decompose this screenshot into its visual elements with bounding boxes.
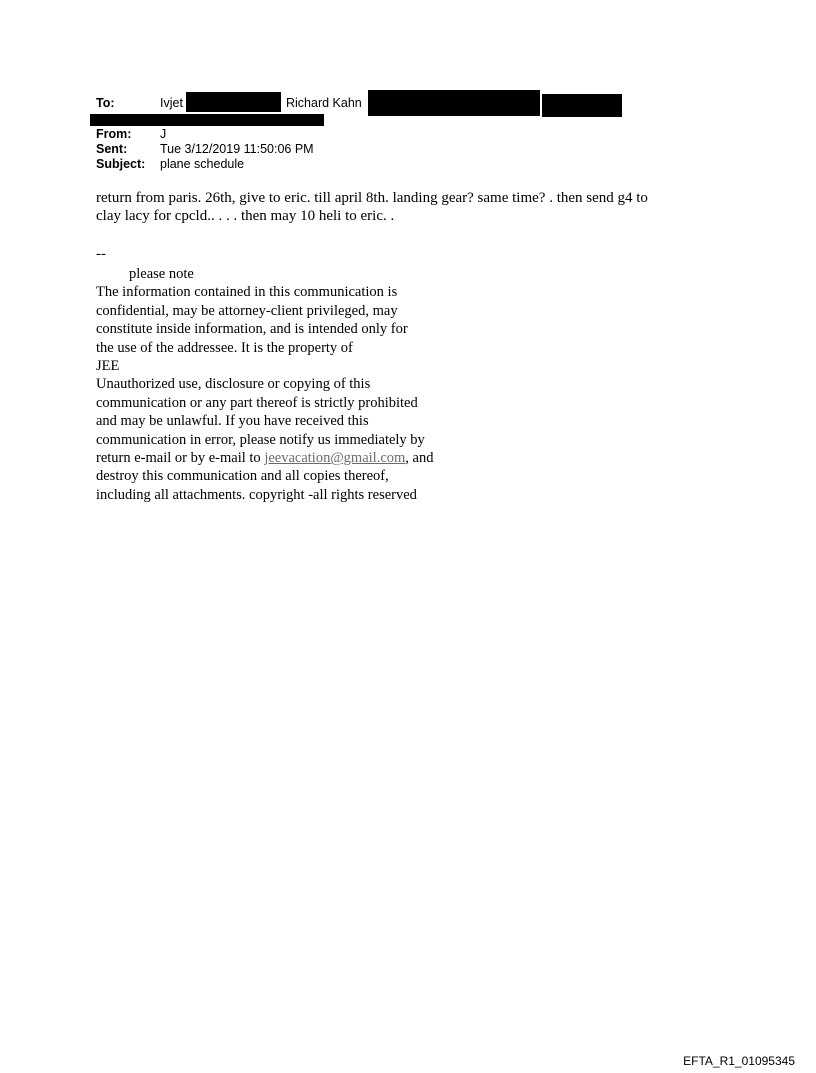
redaction-box: [186, 92, 281, 112]
redaction-box: [368, 90, 540, 116]
disclaimer-line: communication or any part thereof is strictly prohibited: [96, 394, 418, 411]
disclaimer-note: please note: [129, 266, 194, 282]
disclaimer-block: [96, 265, 433, 504]
subject-label: Subject:: [96, 157, 146, 171]
from-label: From:: [96, 127, 132, 141]
message-line: return from paris. 26th, give to eric. till april 8th. landing gear? same time? . then send g4 to: [96, 190, 648, 206]
message-line: clay lacy for cpcld.. . . . then may 10 heli to eric. .: [96, 208, 395, 224]
sent-label: Sent:: [96, 142, 128, 156]
disclaimer-line: communication in error, please notify us immediately by: [96, 431, 425, 448]
disclaimer-line: destroy this communication and all copies thereof,: [96, 468, 389, 485]
subject-value: plane schedule: [160, 157, 245, 171]
to-label: To:: [96, 96, 115, 110]
to-recipient-1: Ivjet: [160, 96, 183, 110]
from-value: J: [160, 127, 167, 141]
disclaimer-line: the use of the addressee. It is the property of: [96, 339, 353, 356]
redaction-box: [90, 114, 324, 126]
disclaimer-line: constitute inside information, and is intended only for: [96, 321, 408, 338]
to-recipient-2: Richard Kahn: [286, 96, 362, 110]
disclaimer-line: JEE: [96, 358, 120, 375]
redaction-box: [542, 94, 622, 117]
disclaimer-line: The information contained in this communication is: [96, 284, 398, 301]
disclaimer-line: Unauthorized use, disclosure or copying of this: [96, 376, 371, 393]
return-suffix: , and: [405, 450, 434, 467]
signature-separator: --: [96, 246, 106, 262]
disclaimer-line: and may be unlawful. If you have received this: [96, 413, 369, 430]
email-link[interactable]: jeevacation@gmail.com: [264, 450, 406, 467]
disclaimer-line: confidential, may be attorney-client privileged, may: [96, 302, 398, 319]
disclaimer-line: including all attachments. copyright -all rights reserved: [96, 486, 417, 503]
return-prefix: return e-mail or by e-mail to: [96, 450, 265, 467]
sent-value: Tue 3/12/2019 11:50:06 PM: [160, 142, 314, 156]
document-id: EFTA_R1_01095345: [683, 1054, 795, 1068]
disclaimer-line: [96, 449, 433, 467]
